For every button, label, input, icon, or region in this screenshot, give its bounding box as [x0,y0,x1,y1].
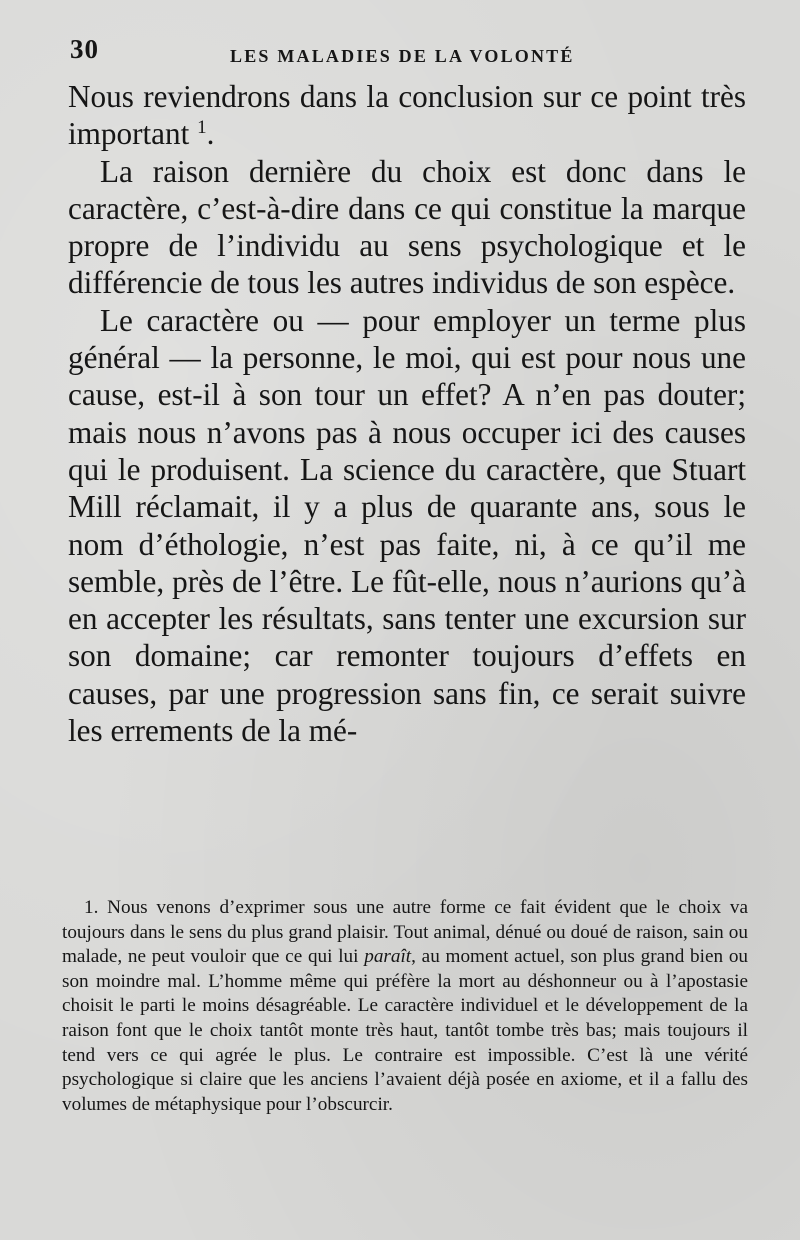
paragraph-1 [68,78,746,153]
footnote-reference: 1 [197,117,207,139]
footnote-text-a: Nous venons d’exprimer sous une autre forme ce fait évident que le choix va toujours dans le sens du plus grand plaisir. Tout animal, dénué ou doué de raison, sain ou malade, ne peut vouloir que ce qui lui [62,897,749,968]
page-header [70,30,746,70]
page-number: 30 [70,34,99,64]
main-text [68,78,746,749]
paragraph-2: La raison dernière du choix est donc dans le caractère, c’est-à-dire dans ce qui constitue la marque propre de l’individu au sens psychologique et le différencie de tous les autres individus de son espèce. [68,153,746,301]
paragraph-3: Le caractère ou — pour employer un terme plus général — la personne, le moi, qui est pour nous une cause, est-il à son tour un effet? A n’en pas douter; mais nous n’avons pas à nous occuper ici des causes qui le produisent. La science du caractère, que Stuart Mill réclamait, il y a plus de quarante ans, sous le nom d’éthologie, n’est pas faite, ni, à ce qu’il me semble, près de l’être. Le fût-elle, nous n’aurions qu’à en accepter les résultats, sans tenter une excursion sur son domaine; car remonter toujours d’effets en causes, par une progression sans fin, ce serait suivre les errements de la mé- [68,302,746,749]
footnote [62,896,748,1117]
paragraph-1-end: . [206,116,215,152]
footnote-number: 1. [84,897,99,918]
footnote-text-b: , au moment actuel, son plus grand bien ou son moindre mal. L’homme même qui préfère la mort au déshonneur ou à l’apostasie choisit le parti le moins désagréable. Le caractère individuel et le développement de la raison font que le choix tantôt monte très haut, tantôt tombe très bas; mais toujours il tend vers ce qui agrée le plus. Le contraire est impossible. C’est là une vérité psychologique si claire que les anciens l’avaient déjà posée en axiome, et il a fallu des volumes de métaphysique pour l’obscurcir. [62,946,749,1115]
footnote-italic-word: paraît [364,946,412,968]
paragraph-1-text: Nous reviendrons dans la conclusion sur ce point très important [68,79,746,152]
running-head: LES MALADIES DE LA VOLONTÉ [230,46,575,66]
